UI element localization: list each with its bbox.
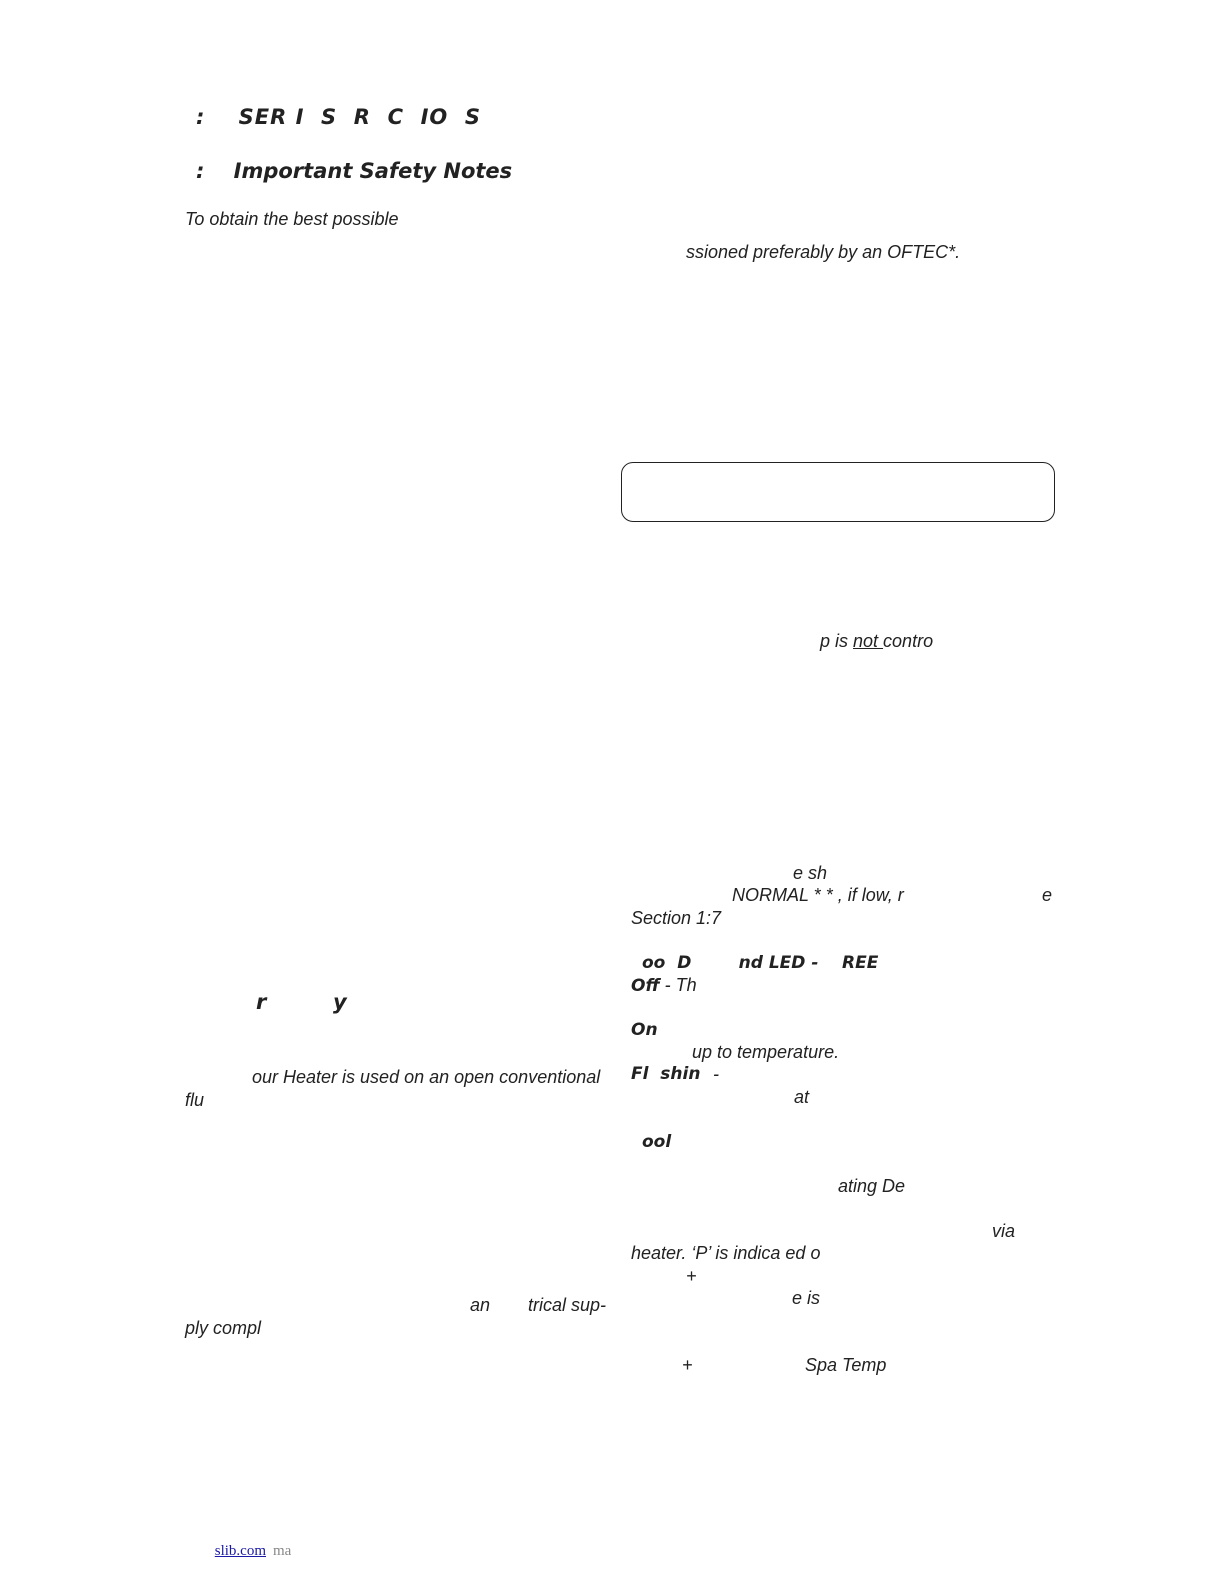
fragment-e-sh: e sh (793, 863, 828, 883)
cool-label: ool (642, 1132, 672, 1152)
led-heading: oo D nd LED - REE (642, 953, 879, 973)
on-label: On (631, 1020, 658, 1040)
led-off-line (631, 974, 697, 997)
normal-text-end: e (1042, 885, 1053, 905)
fragment-at: at (794, 1087, 810, 1107)
supply-text-cont: ply compl (185, 1318, 262, 1338)
via-fragment: via (992, 1221, 1016, 1241)
supply-fragment-trical: trical sup- (528, 1295, 607, 1315)
pump-prefix: p is (820, 631, 854, 651)
note-box (621, 462, 1055, 522)
on-text: up to temperature. (692, 1042, 840, 1062)
footer-link[interactable]: slib.com (214, 1543, 266, 1559)
section-heading: : SER I S R C IO S (196, 105, 482, 129)
flashing-dash: - (713, 1064, 719, 1084)
commission-text: ssioned preferably by an OFTEC*. (686, 242, 961, 262)
off-text: - Th (659, 975, 697, 995)
supply-fragment-an: an (470, 1295, 491, 1315)
plus-symbol-2: + (682, 1355, 693, 1375)
section-reference: Section 1:7 (631, 908, 722, 928)
heater-p-text: heater. ‘P’ is indica ed o (631, 1243, 821, 1263)
pump-note (820, 630, 933, 652)
fragment-e-is: e is (792, 1288, 821, 1308)
spa-temp-text: Spa Temp (805, 1355, 887, 1375)
pump-not-emphasis: not (853, 631, 884, 651)
fragment-y: y (333, 990, 347, 1014)
fragment-r: r (256, 990, 267, 1014)
flashing-label: Fl shin (631, 1064, 701, 1084)
plus-symbol-1: + (686, 1266, 697, 1286)
normal-text: NORMAL * * , if low, r (732, 885, 904, 905)
subsection-heading: : Important Safety Notes (196, 159, 513, 183)
open-flue-text: our Heater is used on an open conventional (252, 1067, 601, 1087)
intro-text: To obtain the best possible (185, 209, 399, 229)
footer-text: ma (273, 1543, 292, 1559)
off-label: Off (631, 976, 660, 996)
heating-fragment: ating De (838, 1176, 906, 1196)
open-flue-text-cont: flu (185, 1090, 205, 1110)
pump-suffix: contro (883, 631, 934, 651)
